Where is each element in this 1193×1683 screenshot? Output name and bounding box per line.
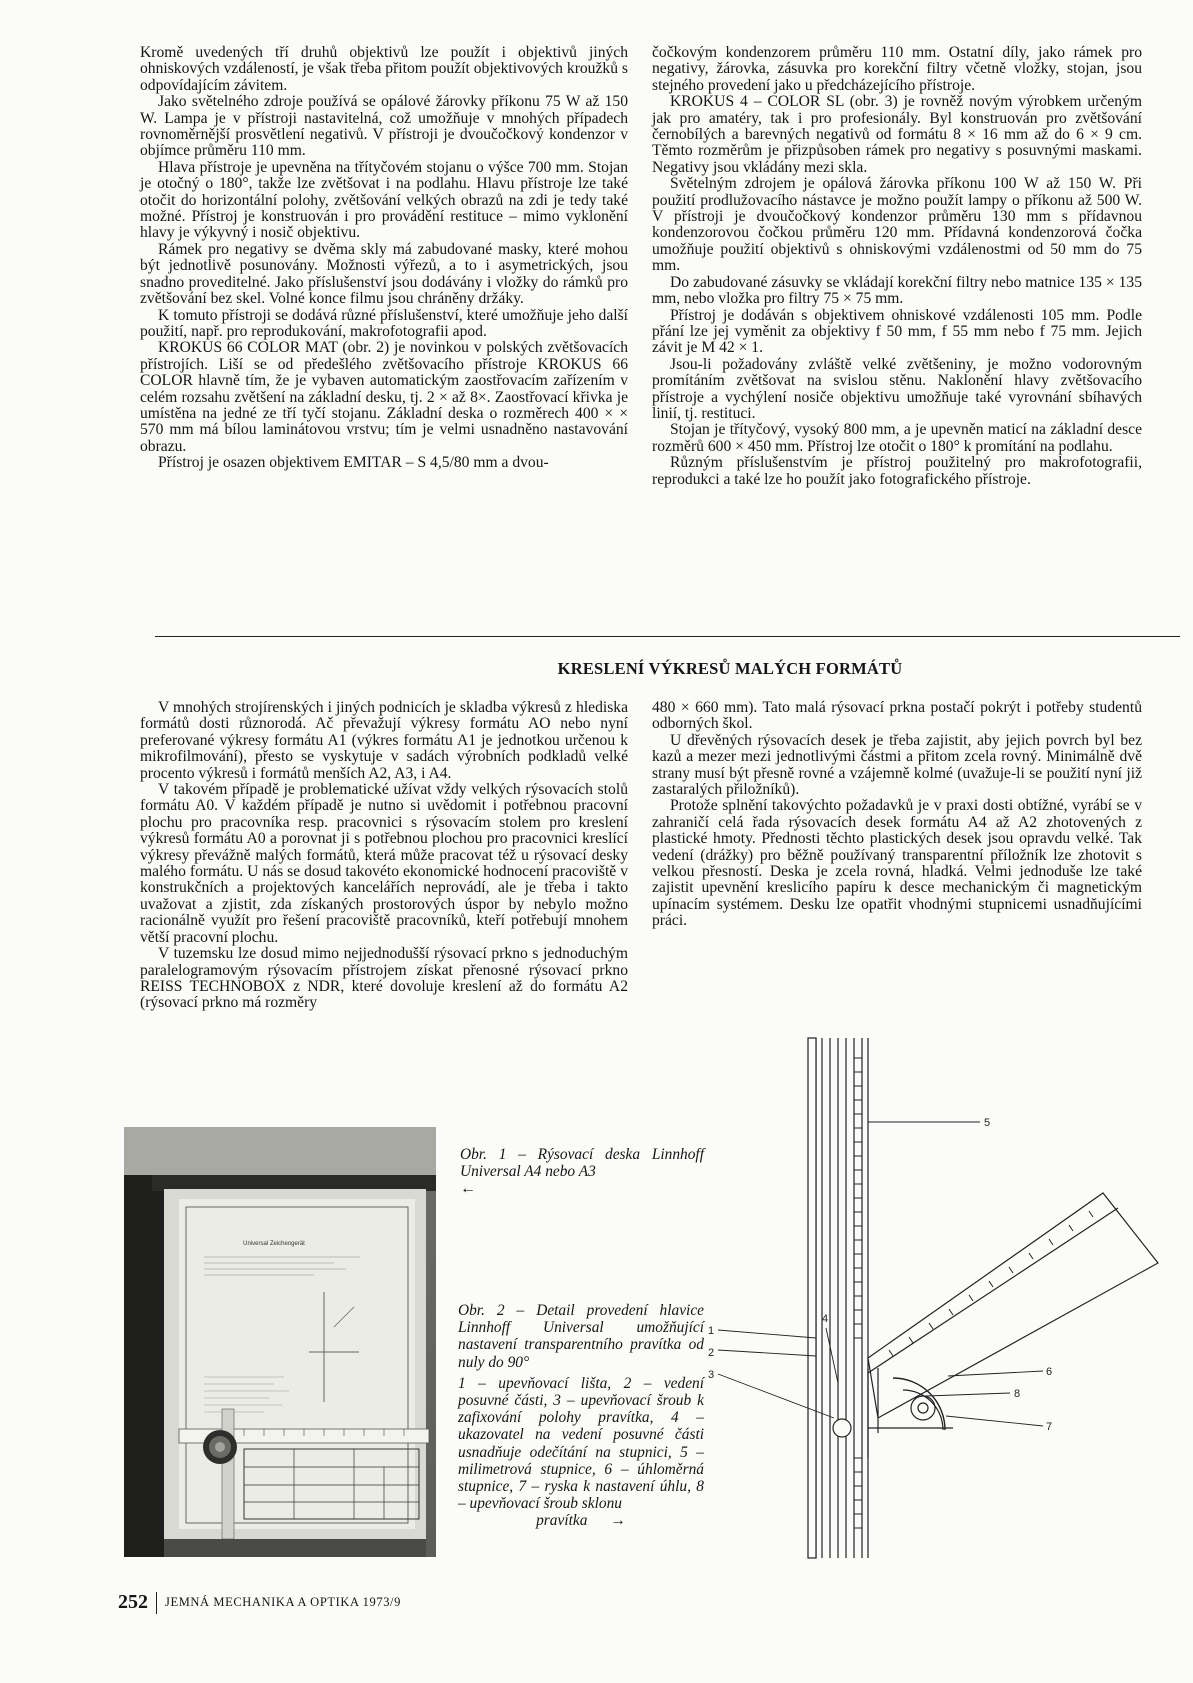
left-arrow-icon: ← [460, 1180, 476, 1198]
page-footer [118, 1591, 401, 1615]
bottom-right-column [652, 700, 1142, 930]
label-4: 4 [822, 1313, 829, 1325]
paragraph: U dřevěných rýsovacích desek je třeba zajistit, aby jejich povrch byl bez kazů a mezer mezi jednotlivými částmi a přitom zcela rovný. Minimálně dvě strany musí být přesně rovné a vzájemně kolmé (uvažuje-li se použití nyní již zastaralých přiložníků). [652, 731, 1142, 799]
paragraph: V tuzemsku lze dosud mimo nejjednodušší rýsovací prkno s jednoduchým paralelogramovým rýsovacím přístrojem získat přenosné rýsovací prkno REISS TECHNOBOX z NDR, které dovoluje kreslení až do formátu A2 (rýsovací prkno má rozměry [140, 945, 628, 1012]
label-7: 7 [1046, 1421, 1053, 1433]
right-arrow-icon: → [610, 1512, 626, 1530]
paragraph: Přístroj je dodáván s objektivem ohniskové vzdálenosti 105 mm. Podle přání lze jej vyměnit za objektivy f 50 mm, f 55 mm nebo f 75 mm. Jejich závit je M 42 × 1. [652, 306, 1142, 357]
label-6: 6 [1046, 1366, 1053, 1378]
top-left-column [140, 45, 628, 472]
sheet-title: Universal Zeichengerät [243, 1241, 305, 1247]
paragraph: čočkovým kondenzorem průměru 110 mm. Ostatní díly, jako rámek pro negativy, žárovka, zásuvka pro korekční filtry včetně vložky, stojan, jsou stejného provedení jako u předcházejícího přístroje. [652, 44, 1142, 94]
paragraph: Různým příslušenstvím je přístroj použitelný pro makrofotografii, reprodukci a také lze ho použít jako fotografického přístroje. [652, 454, 1142, 488]
label-3: 3 [708, 1369, 715, 1381]
paragraph: Kromě uvedených tří druhů objektivů lze použít i objektivů jiných ohniskových vzdáleností, je však třeba přitom použít objektivových kroužků s odpovídajícím závitem. [140, 44, 628, 94]
bottom-left-column [140, 700, 628, 1012]
paragraph: K tomuto přístroji se dodává různé příslušenství, které umožňuje jeho další použití, např. pro reprodukování, makrofotografii apod. [140, 306, 628, 340]
page-number: 252 [118, 1591, 148, 1613]
article-heading: KRESLENÍ VÝKRESŮ MALÝCH FORMÁTŮ [557, 659, 903, 678]
journal-title: JEMNÁ MECHANIKA A OPTIKA 1973/9 [165, 1595, 401, 1609]
caption-tail: pravítka [536, 1512, 588, 1530]
paragraph: V mnohých strojírenských i jiných podnicích je skladba výkresů z hlediska formátů dosti různorodá. Ač převažují výkresy formátu AO nebo nyní preferované výkresy formátu A1 (výkres formátu A1 je jednotkou určenou k mikrofilmování), přesto se vyskytuje v sadách výrobních podkladů velké procento výkresů i formátů menších A2, A3, i A4. [140, 699, 628, 782]
label-8: 8 [1014, 1388, 1021, 1400]
paragraph: KROKUS 4 – COLOR SL (obr. 3) je rovněž novým výrobkem určeným jak pro amatéry, tak i pro profesionály. Byl konstruován pro zvětšování černobílých a barevných negativů od formátu 8 × 16 mm až do 6 × 9 cm. Těmto rozměrům je přizpůsoben rámek pro negativy s posuvnými maskami. Negativy jsou vkládány mezi skla. [652, 93, 1142, 176]
top-right-column [652, 45, 1142, 488]
ruler-head-drawing [708, 1038, 1178, 1568]
paragraph: Protože splnění takovýchto požadavků je v praxi dosti obtížné, vyrábí se v zahraničí celá řada rýsovacích desek formátu A4 až A2 zhotovených z plastické hmoty. Přednosti těchto plastických desek jsou opravdu velké. Tak vedení (drážky) pro běžně používaný transparentní příložník lze zhotovit s velkou přesností. Deska je zcela rovná, hladká. Velmi jednoduše lze také zajistit upevnění kreslicího papíru k desce mechanickým či magnetickým upínacím systémem. Desku lze opatřit vhodnými stupnicemi usnadňujícími práci. [652, 797, 1142, 930]
paragraph: Rámek pro negativy se dvěma skly má zabudované masky, které mohou být jednotlivě posunovány. Možnosti výřezů, a to i asymetrických, jsou snadno proveditelné. Jako příslušenství jsou dodávány i vložky do rámků pro zvětšování bez skel. Volné konce filmu jsou chráněny držáky. [140, 240, 628, 308]
section-divider [155, 636, 1180, 637]
label-1: 1 [708, 1325, 715, 1337]
figure-2-caption [458, 1302, 704, 1530]
caption-title: Obr. 2 – Detail provedení hlavice Linnhoff Universal umožňující nastavení transparentního pravítka od nuly do 90° [458, 1302, 704, 1371]
label-5: 5 [984, 1117, 991, 1129]
paragraph: Do zabudované zásuvky se vkládají korekční filtry nebo matnice 135 × 135 mm, nebo vložka pro filtry 75 × 75 mm. [652, 273, 1142, 308]
paragraph: 480 × 660 mm). Tato malá rýsovací prkna postačí pokrýt i potřeby studentů odborných škol. [652, 699, 1142, 733]
paragraph: V takovém případě je problematické užívat vždy velkých rýsovacích stolů formátu A0. V každém případě je nutno si uvědomit i potřebnou pracovní plochu pro pracovníka resp. pracovnici s rýsovacím stolem pro kreslení výkresů formátu A0 a porovnat ji s potřebnou plochou pro pracovnici kreslící výkresy převážně malých formátů, která může pracovat též u rýsovací desky malého formátu. U nás se dosud takovéto ekonomické hodnocení pracoviště v konstrukčních a projektových kancelářích neprovádí, ale je třeba i takto uvažovat a zjistit, zda získaných prostorových úspor by nebylo možno racionálně využít pro řešení pracoviště pracovníků, kteří potřebují mnohem větší pracovní plochu. [140, 781, 628, 946]
caption-text: Obr. 1 – Rýsovací deska Linnhoff Universal A4 nebo A3 [460, 1146, 704, 1181]
paragraph: Světelným zdrojem je opálová žárovka příkonu 100 W až 150 W. Při použití prodlužovacího nástavce je možno použít lampy o příkonu až 500 W. V přístroji je dvoučočkový kondenzor průměru 130 mm s přídavnou kondenzorovou čočkou průměru 120 mm. Přídavná kondenzorová čočka umožňuje použití objektivů s ohniskovými vzdálenostmi od 50 mm do 75 mm. [652, 175, 1142, 275]
figure-1-caption [460, 1146, 704, 1198]
paragraph: KROKUS 66 COLOR MAT (obr. 2) je novinkou v polských zvětšovacích přístrojích. Liší se od předešlého zvětšovacího přístroje KROKUS 66 COLOR hlavně tím, že je vybaven automatickým zaostřovacím zařízením v celém rozsahu zvětšení na základní desku, tj. 2 × až 8×. Zaostřovací křivka je umístěna na jedné ze tří tyčí stojanu. Základní deska o rozměrech 400 × × 570 mm má bílou laminátovou vrstvu; tím je velmi usnadněno nastavování obrazu. [140, 339, 628, 455]
paragraph: Stojan je třítyčový, vysoký 800 mm, a je upevněn maticí na základní desce rozměrů 600 × 450 mm. Přístroj lze otočit o 180° k promítání na podlahu. [652, 421, 1142, 455]
paragraph: Hlava přístroje je upevněna na třítyčovém stojanu o výšce 700 mm. Stojan je otočný o 180°, takže lze zvětšovat i na podlahu. Hlavu přístroje lze také otočit do horizontální polohy, zvětšování velkých obrazů na zdi je tedy také možné. Přístroj je konstruován i pro provádění restituce – mimo vyklonění hlavy je výkyvný i nosič objektivu. [140, 158, 628, 242]
paragraph: Jsou-li požadovány zvláště velké zvětšeniny, je možno vodorovným promítáním zvětšovat na svislou stěnu. Naklonění hlavy zvětšovacího přístroje a vychýlení nosiče objektivu umožňuje také vyrovnání sbíhavých linií, tj. restituci. [652, 355, 1142, 422]
paragraph: Jako světelného zdroje používá se opálové žárovky příkonu 75 W až 150 W. Lampa je v přístroji nastavitelná, což umožňuje v mnohých případech rovnoměrnější prosvětlení negativů. V přístroji je dvoučočkový kondenzor v objímce průměru 110 mm. [140, 93, 628, 160]
caption-legend: 1 – upevňovací lišta, 2 – vedení posuvné části, 3 – upevňovací šroub k zafixování polohy pravítka, 4 – ukazovatel na vedení posuvné části usnadňuje odečítání na stupnici, 5 – milimetrová stupnice, 6 – úhloměrná stupnice, 7 – ryska k nastavení úhlu, 8 – upevňovací šroub sklonu [458, 1374, 704, 1513]
footer-divider [156, 1592, 157, 1614]
label-2: 2 [708, 1347, 715, 1359]
paragraph: Přístroj je osazen objektivem EMITAR – S 4,5/80 mm a dvou- [158, 454, 549, 472]
drawing-board-photo [124, 1127, 436, 1557]
